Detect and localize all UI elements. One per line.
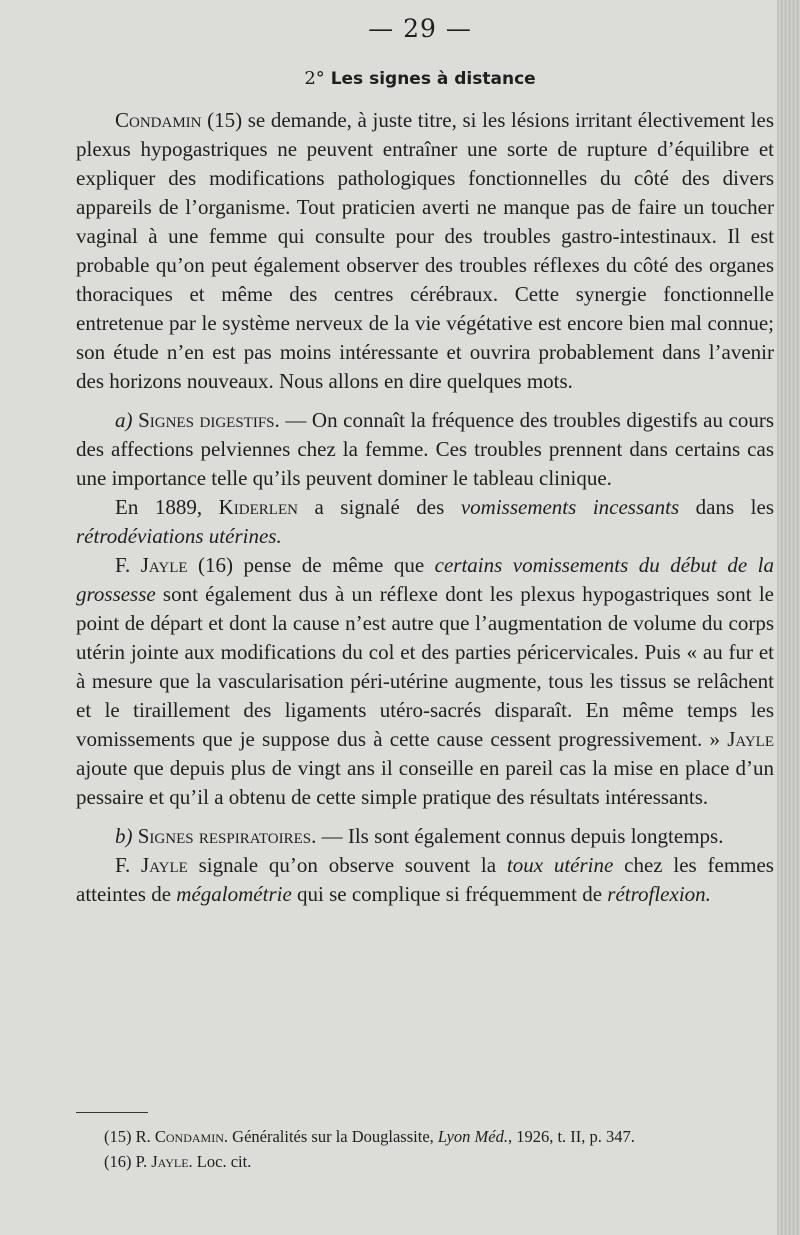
emphasis: certains vomissements du début de la grossesse: [76, 553, 774, 606]
list-letter: b): [115, 824, 133, 848]
author-name: Jayle.: [151, 1152, 193, 1171]
section-title: Les signes à distance: [330, 69, 536, 89]
subsection-title: Signes respiratoires.: [137, 824, 317, 848]
author-name: Jayle: [141, 853, 188, 877]
footnote-divider: [76, 1112, 148, 1113]
paragraph-text: (15) se demande, à juste titre, si les lésions irritant électivement les plexus hypogastriques ne peuvent entraîner une sorte de rupture d’équilibre et expliquer des modifications pathologiques fonctionnelles du côté des divers appareils de l’organisme. Tout praticien averti ne manque pas de faire un toucher vaginal à une femme qui consulte pour des troubles gastro-intestinaux. Il est probable qu’on peut également observer des troubles réflexes du côté des organes thoraciques et même des centres cérébraux. Cette synergie fonctionnelle entretenue par le système nerveux de la vie végétative est encore bien mal connue; son étude n’en est pas moins intéressante et ouvrira probablement dans l’avenir des horizons nouveaux. Nous allons en dire quelques mots.: [76, 108, 774, 393]
emphasis: mégalométrie: [176, 882, 292, 906]
text-run: qui se complique si fréquemment de: [291, 882, 608, 906]
text-run: F.: [115, 553, 141, 577]
text-run: ajoute que depuis plus de vingt ans il conseille en pareil cas la mise en place d’un pessaire et qu’il a obtenu de cette simple pratique des résultats intéressants.: [76, 756, 774, 809]
text-run: Loc. cit.: [192, 1152, 252, 1171]
paragraph-digestive: [76, 406, 774, 493]
paragraph-jayle-vomiting: [76, 551, 774, 812]
text-run: a signalé des: [297, 495, 461, 519]
author-name: Kiderlen: [218, 495, 298, 519]
paragraph-text: — Ils sont également connus depuis longtemps.: [316, 824, 724, 848]
author-name: Condamin.: [154, 1127, 229, 1146]
body-text: [76, 106, 774, 909]
text-run: R.: [131, 1127, 155, 1146]
author-name: Jayle: [140, 553, 188, 577]
list-letter: a): [115, 408, 133, 432]
emphasis: toux utérine: [506, 853, 614, 877]
text-run: dans les: [679, 495, 775, 519]
footnote-number: (15): [104, 1127, 132, 1146]
footnotes: [104, 1124, 774, 1174]
footnote-16: [104, 1149, 774, 1174]
text-run: , 1926, t. II, p. 347.: [507, 1127, 635, 1146]
paragraph-kiderlen: [76, 493, 774, 551]
text-run: (16) pense de même que: [187, 553, 435, 577]
section-number: 2°: [304, 68, 325, 89]
author-name: Condamin: [115, 108, 202, 132]
emphasis: rétrodéviations utérines.: [76, 524, 282, 548]
text-run: sont également dus à un réflexe dont les plexus hypogastriques sont le point de départ et dont la cause n’est autre que l’augmentation de volume du corps utérin jointe aux modifications du col et des parties péricervicales. Puis « au fur et à mesure que la vascularisation péri-utérine augmente, tous les tissus se relâchent et le tiraillement des ligaments utéro-sacrés disparaît. En même temps les vomissements que je suppose dus à cette cause cessent progressivement. »: [76, 582, 774, 751]
page-number: — 29 —: [368, 14, 472, 43]
author-name: Jayle: [727, 727, 774, 751]
emphasis: vomissements incessants: [460, 495, 680, 519]
text-run: F.: [115, 853, 142, 877]
paragraph-respiratory: [76, 822, 774, 851]
footnote-15: [104, 1124, 774, 1149]
text-run: En 1889,: [115, 495, 219, 519]
paragraph-intro: [76, 106, 774, 396]
text-run: Généralités sur la Douglassite,: [228, 1127, 438, 1146]
emphasis: rétroflexion.: [607, 882, 711, 906]
text-run: P.: [131, 1152, 152, 1171]
text-run: signale qu’on observe souvent la: [187, 853, 507, 877]
paragraph-jayle-cough: [76, 851, 774, 909]
footnote-number: (16): [104, 1152, 132, 1171]
text-run: chez les femmes atteintes de: [76, 853, 774, 906]
subsection-title: Signes digestifs.: [138, 408, 280, 432]
section-heading: [0, 68, 800, 89]
journal-title: Lyon Méd.: [437, 1127, 508, 1146]
page-edge: [777, 0, 800, 1235]
paragraph-text: — On connaît la fréquence des troubles digestifs au cours des affections pelviennes chez la femme. Ces troubles prennent dans certains cas une importance telle qu’ils peuvent dominer le tableau clinique.: [76, 408, 775, 490]
